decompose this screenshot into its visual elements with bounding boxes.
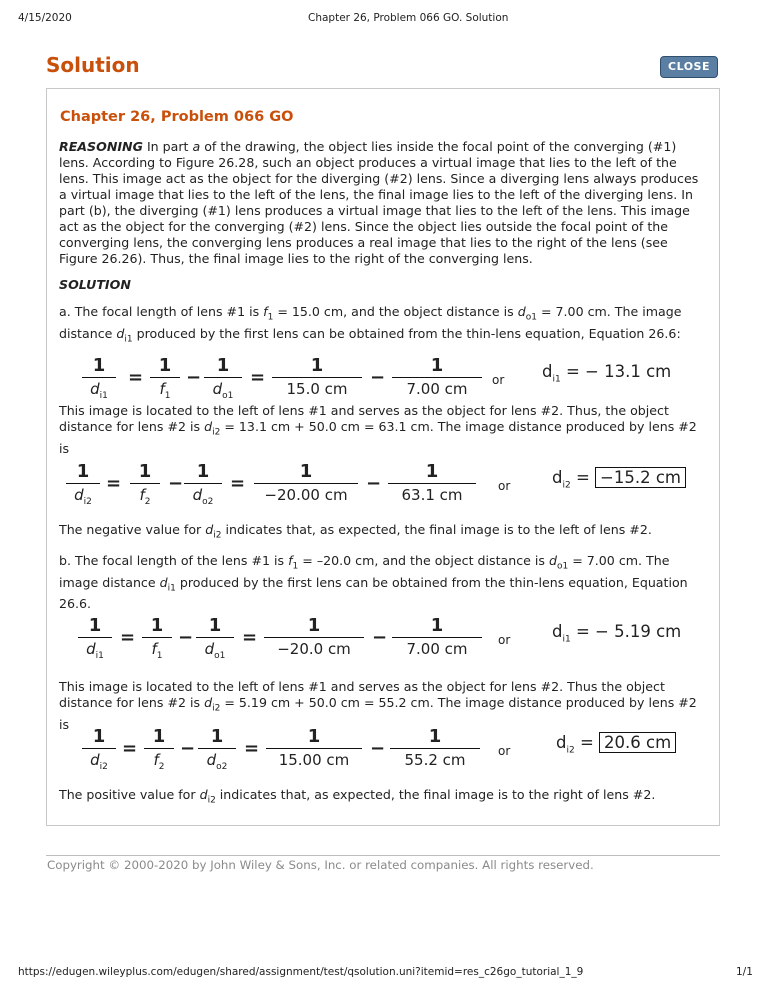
solution-heading: SOLUTION bbox=[59, 277, 131, 292]
print-page-title: Chapter 26, Problem 066 GO. Solution bbox=[308, 12, 509, 24]
part-a-conclusion: The negative value for $d_{i2}$ indicates that, as expected, the final image is to the left of lens #2. bbox=[59, 522, 652, 541]
equation-b2: 1 $d_{i2}$ = 1 $f_2$ − 1 $d_{o2}$ = 1 15.00 cm − 1 55.2 cm or $d_{i2} = 20.6$ cm bbox=[60, 727, 720, 771]
equation-b1: 1 $d_{i1}$ = 1 $f_1$ − 1 $d_{o1}$ = 1 −20.0 cm − 1 7.00 cm or $d_{i1}$ = − 5.19 cm bbox=[60, 616, 720, 660]
part-a-intro: a. The focal length of lens #1 is $f_1 = 15.0$ cm, and the object distance is $d_{o1} = 7.00$ cm. The image distance $d_{i1}$ produced by the first lens can be obtained from the thin-lens equation, Equation 26.6: bbox=[59, 304, 682, 345]
part-b-intro: b. The focal length of the lens #1 is $f_1 = -20.0$ cm, and the object distance is $d_{o1} = 7.00$ cm. The image distance $d_{i1}$ produced by the first lens can be obtained from the thin-lens equation, Equation 26.6. bbox=[59, 553, 688, 612]
copyright-divider bbox=[46, 855, 720, 856]
copyright-text: Copyright © 2000-2020 by John Wiley & Sons, Inc. or related companies. All rights reserved. bbox=[47, 858, 594, 872]
answer-b-box: 20.6 cm bbox=[599, 732, 676, 753]
answer-a-box: −15.2 cm bbox=[595, 467, 686, 488]
print-date: 4/15/2020 bbox=[18, 12, 72, 24]
close-button[interactable]: CLOSE bbox=[660, 56, 718, 78]
print-url: https://edugen.wileyplus.com/edugen/shared/assignment/test/qsolution.uni?itemid=res_c26go_tutorial_1_9 bbox=[18, 966, 584, 978]
reasoning-paragraph: REASONING In part a of the drawing, the object lies inside the focal point of the converging (#1) lens. According to Figure 26.28, such an object produces a virtual image that lies to the left of the lens. This image act as the object for the diverging (#2) lens. Since a diverging lens always produces a virtual image that lies to the left of the lens, the final image lies to the left of the diverging lens. In part (b), the diverging (#1) lens produces a virtual image that lies to the left of the lens. This image act as the object for the converging (#2) lens. Since the object lies outside the focal point of the converging lens, the converging lens produces a real image that lies to the right of the lens (see Figure 26.26). Thus, the final image lies to the right of the converging lens. bbox=[59, 139, 699, 266]
chapter-title: Chapter 26, Problem 066 GO bbox=[60, 109, 294, 125]
print-page-number: 1/1 bbox=[736, 966, 753, 978]
part-b-object-distance: This image is located to the left of lens #1 and serves as the object for lens #2. Thus the object distance for lens #2 is $d_{i2} = 5.19$ cm + 50.0 cm = 55.2 cm. The image distance produced by lens #2 is bbox=[59, 679, 697, 732]
part-a-object-distance: This image is located to the left of lens #1 and serves as the object for lens #2. Thus, the object distance for lens #2 is $d_{i2} = 13.1$ cm + 50.0 cm = 63.1 cm. The image distance produced by lens #2 is bbox=[59, 403, 697, 456]
equation-a1: 1 $d_{i1}$ = 1 $f_1$ − 1 $d_{o1}$ = 1 15.0 cm − 1 7.00 cm or $d_{i1}$ = − 13.1 cm bbox=[60, 356, 720, 400]
page-title: Solution bbox=[46, 53, 140, 77]
equation-a2: 1 $d_{i2}$ = 1 $f_2$ − 1 $d_{o2}$ = 1 −20.00 cm − 1 63.1 cm or $d_{i2} = -15.2$ cm bbox=[60, 462, 720, 506]
part-b-conclusion: The positive value for $d_{i2}$ indicates that, as expected, the final image is to the right of lens #2. bbox=[59, 787, 656, 806]
